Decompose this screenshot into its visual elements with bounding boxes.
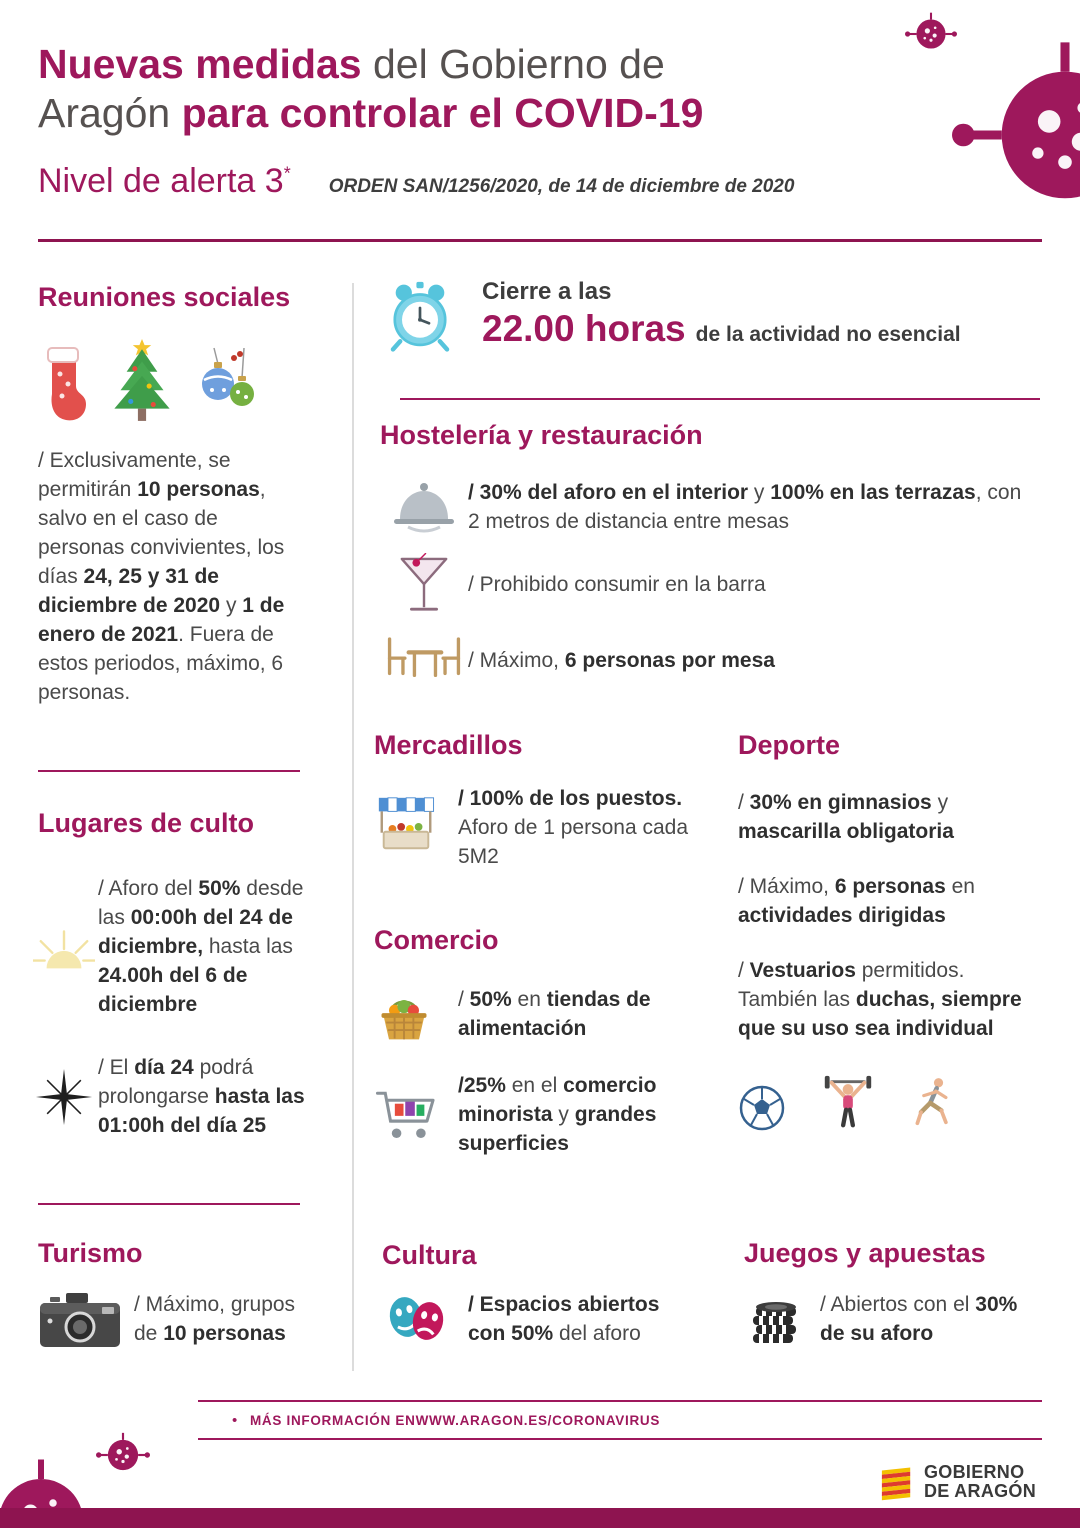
footer-info-band — [198, 1400, 1042, 1440]
title-plain-2: Aragón — [38, 90, 182, 137]
section-turismo — [38, 1238, 338, 1351]
cierre-line1: Cierre a las — [482, 278, 612, 305]
comercio-item-1: / 50% en tiendas de alimentación — [458, 988, 651, 1040]
cloche-icon — [388, 479, 460, 537]
virus-icon — [905, 8, 957, 60]
market-stall-icon — [374, 791, 438, 857]
cierre-text — [482, 278, 961, 350]
deporte-item-2: / Máximo, 6 personas en actividades dirigidas — [738, 874, 975, 927]
aragon-flag-icon — [880, 1462, 914, 1502]
divider — [400, 398, 1040, 400]
footer-info-url: WWW.ARAGON.ES/CORONAVIRUS — [415, 1412, 661, 1428]
comercio-item-2: /25% en el comercio minorista y grandes superficies — [458, 1074, 657, 1155]
title-accent-1: Nuevas medidas — [38, 41, 362, 87]
mercadillos-text: / 100% de los puestos. Aforo de 1 persona cada 5M2 — [458, 787, 688, 868]
footer-info-text: MÁS INFORMACIÓN EN — [249, 1412, 416, 1428]
title-accent-2: para controlar el COVID-19 — [181, 90, 704, 137]
section-mercadillos — [374, 730, 694, 872]
culto-heading: Lugares de culto — [38, 808, 255, 838]
alert-asterisk: * — [283, 164, 291, 185]
section-reuniones — [38, 282, 318, 708]
dumbbells-icon — [822, 1074, 874, 1132]
logo-line-2: DE ARAGÓN — [924, 1481, 1037, 1501]
deporte-icons-row — [738, 1074, 1046, 1132]
camera-icon — [38, 1289, 122, 1351]
reuniones-heading: Reuniones sociales — [38, 282, 291, 312]
section-cierre — [384, 278, 1044, 356]
football-icon — [738, 1084, 786, 1132]
juegos-text: / Abiertos con el 30% de su aforo — [820, 1293, 1018, 1345]
theater-masks-icon — [382, 1291, 452, 1349]
cultura-text: / Espacios abiertos con 50% del aforo — [468, 1293, 660, 1345]
gobierno-aragon-logo — [880, 1462, 1036, 1502]
header — [38, 40, 868, 201]
alert-level: Nivel de alerta 3* — [38, 162, 291, 201]
alarm-clock-icon — [384, 278, 456, 356]
cocktail-icon — [396, 553, 452, 617]
turismo-heading: Turismo — [38, 1238, 143, 1268]
table-icon — [380, 633, 468, 689]
shopping-cart-icon — [374, 1084, 440, 1146]
section-deporte — [738, 730, 1046, 1132]
hosteleria-item-3: / Máximo, 6 personas por mesa — [468, 648, 775, 672]
header-divider — [38, 239, 1042, 242]
section-comercio — [374, 925, 704, 1159]
cierre-suffix: de la actividad no esencial — [695, 323, 961, 346]
alert-row — [38, 162, 868, 201]
juegos-heading: Juegos y apuestas — [744, 1238, 986, 1268]
deporte-item-3: / Vestuarios permitidos. También las duchas, siempre que su uso sea individual — [738, 958, 1022, 1040]
christmas-icons-row — [38, 329, 318, 425]
stocking-icon — [38, 343, 90, 425]
mercadillos-heading: Mercadillos — [374, 730, 523, 760]
runner-icon — [910, 1074, 956, 1132]
food-basket-icon — [374, 984, 434, 1046]
christmas-tree-icon — [104, 337, 180, 425]
ornaments-icon — [194, 347, 260, 425]
virus-icon — [952, 22, 1080, 248]
footer-bullet: • — [232, 1411, 238, 1429]
comercio-heading: Comercio — [374, 925, 499, 955]
sun-icon — [33, 925, 95, 969]
section-hosteleria — [380, 420, 1042, 689]
deporte-item-1: / 30% en gimnasios y mascarilla obligatoria — [738, 791, 954, 843]
star-icon — [35, 1068, 93, 1126]
deporte-heading: Deporte — [738, 730, 841, 760]
divider — [38, 770, 300, 772]
cultura-heading: Cultura — [382, 1240, 477, 1270]
bottom-bar — [0, 1508, 1080, 1528]
section-cultura — [382, 1240, 712, 1349]
culto-item-1: / Aforo del 50% desde las 00:00h del 24 de diciembre, hasta las 24.00h del 6 de diciembre — [98, 877, 304, 1016]
logo-text — [924, 1463, 1036, 1502]
title-plain-1: del Gobierno de — [361, 41, 665, 87]
logo-line-1: GOBIERNO — [924, 1461, 1025, 1482]
hosteleria-item-2: / Prohibido consumir en la barra — [468, 572, 766, 596]
order-reference: ORDEN SAN/1256/2020, de 14 de diciembre de 2020 — [328, 176, 795, 198]
hosteleria-heading: Hostelería y restauración — [380, 420, 703, 450]
reuniones-text: / Exclusivamente, se permitirán 10 personas, salvo en el caso de personas convivientes, los días 24, 25 y 31 de diciembre de 2020 y 1 de enero de 2021. Fuera de estos periodos, máximo, 6 personas. — [38, 449, 285, 704]
turismo-text: / Máximo, grupos de 10 personas — [134, 1293, 296, 1345]
culto-item-2: / El día 24 podrá prolongarse hasta las 01:00h del día 25 — [98, 1055, 305, 1137]
page-title — [38, 40, 868, 138]
column-divider — [352, 283, 354, 1371]
hosteleria-item-1: / 30% del aforo en el interior y 100% en las terrazas, con 2 metros de distancia entre mesas — [468, 481, 1022, 533]
section-culto — [30, 808, 330, 1141]
section-juegos — [744, 1238, 1044, 1349]
poker-chips-icon — [744, 1293, 802, 1347]
cierre-time: 22.00 horas — [482, 308, 686, 349]
divider — [38, 1203, 300, 1205]
